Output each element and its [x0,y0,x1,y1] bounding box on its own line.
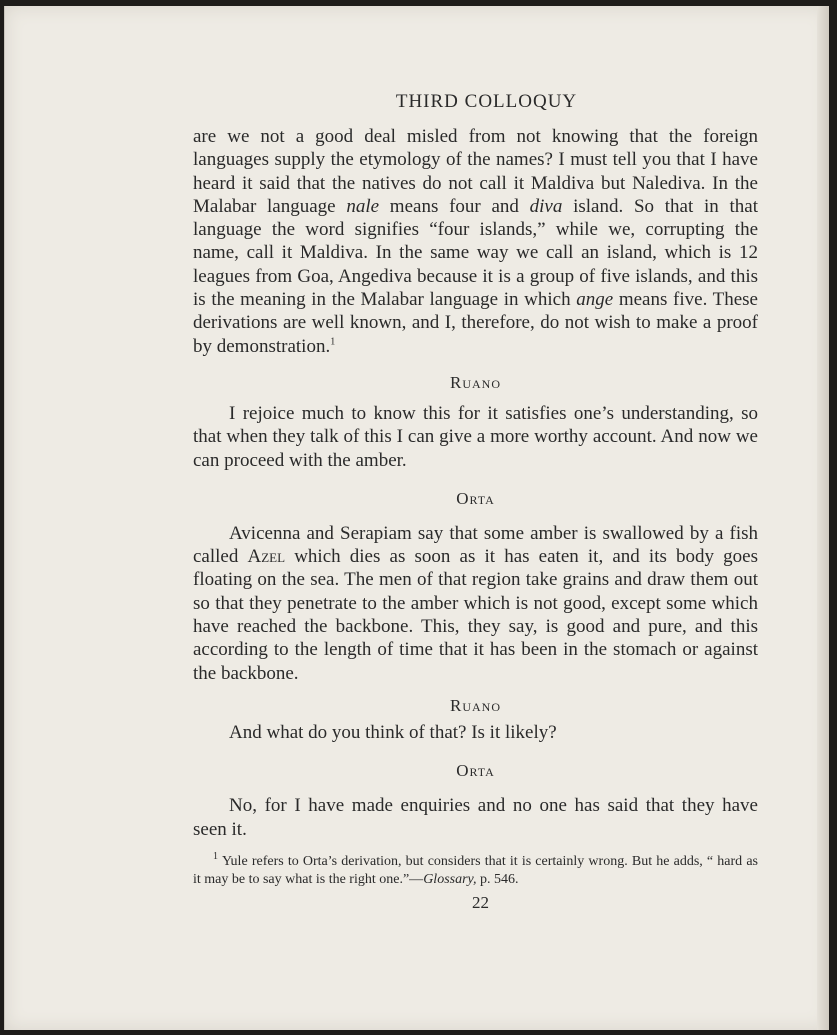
page-edge [817,6,829,1030]
page-content [193,90,758,913]
page-number: 22 [472,892,489,912]
paragraph-1-text-g: means five. These derivations are well known, and I, therefore, do not wish to make a proof by demonstration. [193,289,758,357]
speaker-ruano-1: Ruano [449,372,501,392]
word-diva: diva [529,195,563,217]
paragraph-3 [193,522,758,685]
footnote-1 [193,853,758,889]
paragraph-1-text-e: island. So that in that language the word signifies “four islands,” while we, corrupting the name, call it Maldiva. In the same way we call an island, which is 12 leagues from Goa, Angediva because it is a group of five islands, and this is the meaning in the Malabar language in which [193,195,758,311]
paragraph-4: And what do you think of that? Is it likely? [229,721,557,743]
word-ange: ange [576,289,614,311]
footnote-text-a: Yule refers to Orta’s derivation, but considers that it is certainly wrong. But he adds, “ hard as it may be to say what is the right one.”— [193,853,758,887]
paragraph-3-text-a: Avicenna and Serapiam say that some amber is swallowed by a fish called [193,522,758,568]
paragraph-5: No, for I have made enquiries and no one has said that they have seen it. [193,795,758,840]
speaker-ruano-2: Ruano [449,695,501,715]
running-head: THIRD COLLOQUY [395,91,578,112]
speaker-orta-1: Orta [456,488,495,508]
footnote-marker: 1 [213,851,218,863]
paragraph-3-text-c: which dies as soon as it has eaten it, and its body goes floating on the sea. The men of that region take grains and draw them out so that they penetrate to the amber which is not good, except some which have reached the backbone. This, they say, is good and pure, and this according to the length of time that it has been in the stomach or against the backbone. [193,546,759,684]
paragraph-1-text-a: are we not a good deal misled from not knowing that the foreign languages supply the etymology of the names? I must tell you that I have heard it said that the natives do not call it Maldiva but Nalediva. In the Malabar language [193,126,758,217]
speaker-orta-2: Orta [456,761,495,781]
paragraph-1 [193,125,758,358]
book-page [4,6,829,1030]
footnotes [193,853,758,889]
paragraph-2: I rejoice much to know this for it satisfies one’s understanding, so that when they talk of this I can give a more worthy account. And now we can proceed with the amber. [193,402,758,471]
word-azel: Azel [247,546,286,568]
footnote-text-c: p. 546. [476,871,519,887]
footnote-glossary: Glossary, [423,871,477,887]
footnote-reference: 1 [330,336,336,348]
word-nale: nale [346,195,380,217]
paragraph-1-text-c: means four and [379,195,530,217]
